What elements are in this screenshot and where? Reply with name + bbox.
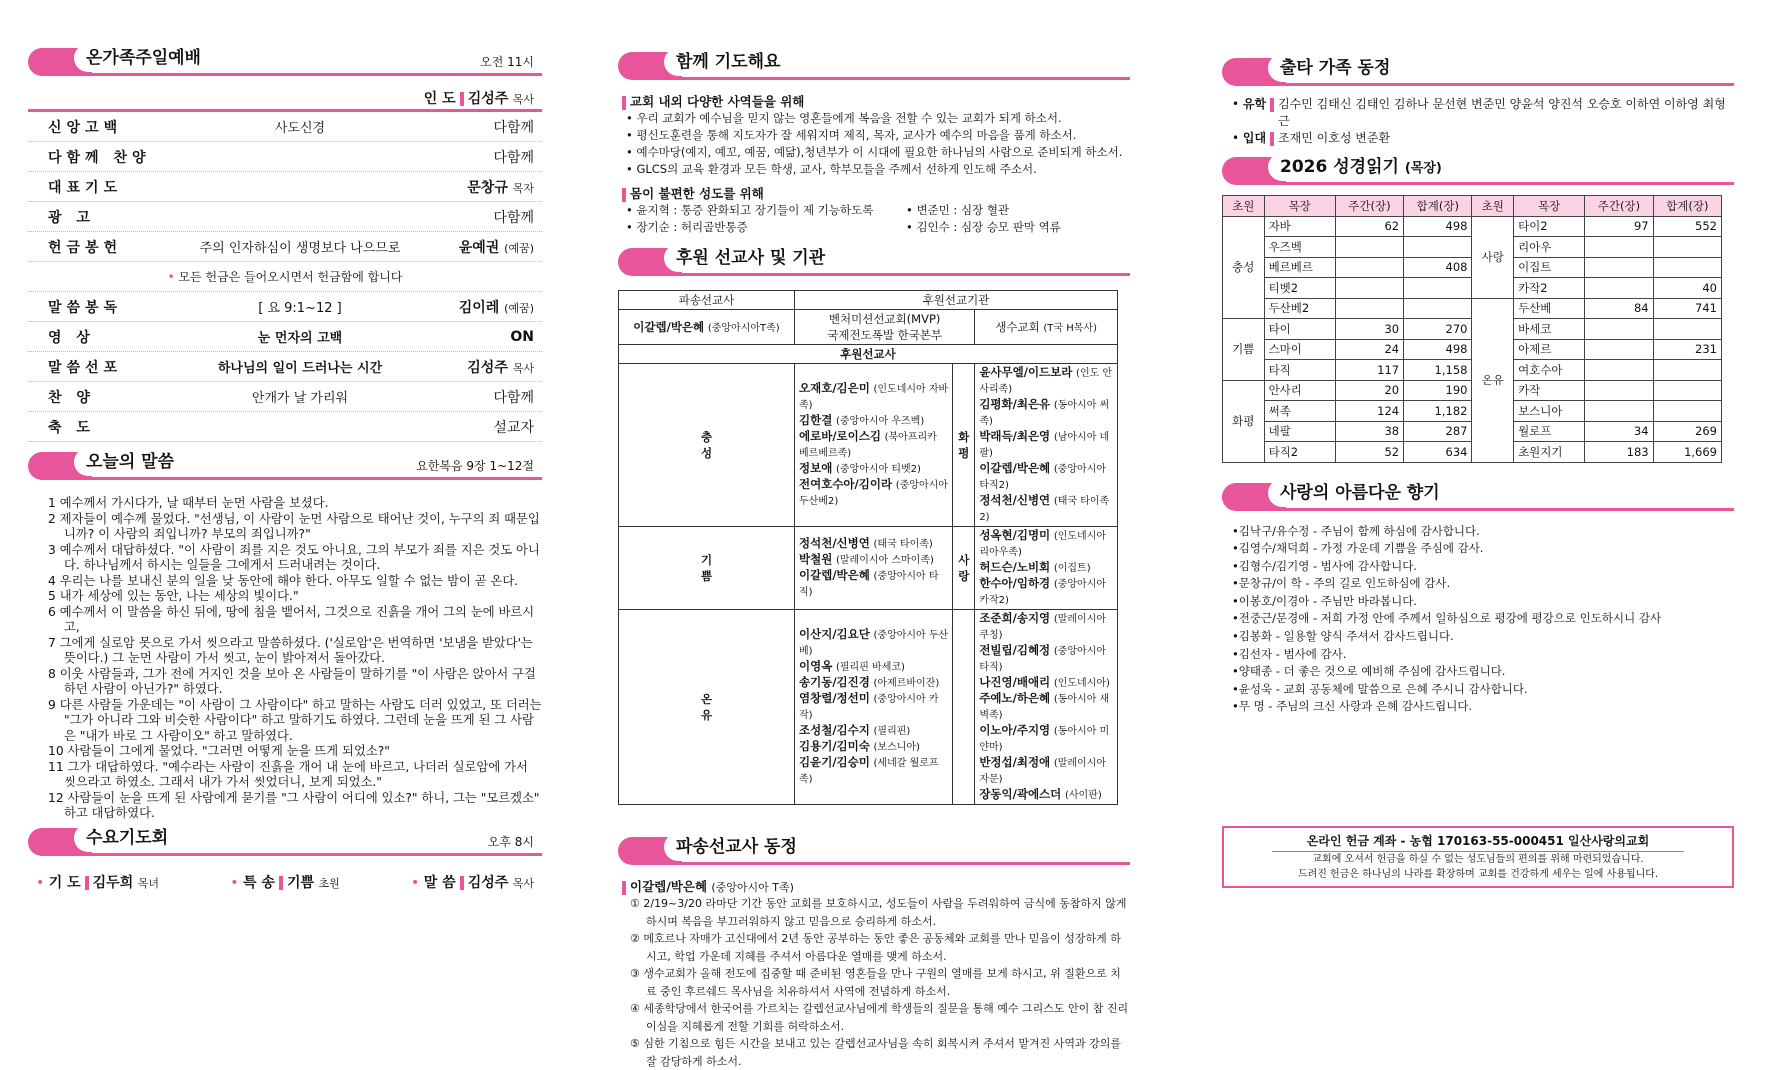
family-army: 조재민 이호성 변준환	[1278, 131, 1391, 145]
sent-missionary: 이갈렙/박은혜 (중앙아시아T족)	[619, 310, 795, 345]
offering-note: • 모든 헌금은 들어오시면서 헌금함에 합니다	[167, 270, 403, 284]
thanks-item: •김낙구/유수정 - 주님이 함께 하심에 감사합니다.	[1232, 523, 1480, 538]
pray-item: • GLCS의 교육 환경과 모든 학생, 교사, 학부모들을 주께서 선하게 인도해 주소서.	[626, 162, 1037, 176]
verse: 9 다른 사람들 가운데는 "이 사람이 그 사람이다" 하고 말하는 사람도 더러 있었고, 또 더러는 "그가 아니라 그와 비슷한 사람이다" 하고 말하기도 하였다. 그런데 눈을 뜨게 된 그 사람은 "내가 바로 그 사람이오" 하고 말하였다.	[48, 697, 542, 743]
bible-cell-total	[1653, 380, 1721, 401]
bible-cell-name: 베르베르	[1264, 257, 1335, 278]
bible-cell-week	[1585, 257, 1653, 278]
wed-order	[28, 862, 542, 892]
worship-row	[28, 322, 542, 352]
bible-cell-name: 타이2	[1514, 216, 1585, 237]
bible-cell-name: 써족	[1264, 401, 1335, 422]
support-missionary: 정석천/신병연 (태국 타이족)	[799, 536, 933, 550]
bible-cell-week	[1335, 237, 1403, 258]
worship-item-label: 찬 양	[48, 389, 95, 406]
bible-group: 사랑	[1472, 216, 1514, 298]
thanks-item: •양태종 - 더 좋은 것으로 예비해 주심에 감사드립니다.	[1232, 664, 1506, 679]
bible-cell-week	[1585, 319, 1653, 340]
bible-cell-total: 1,158	[1404, 360, 1472, 381]
worship-item-content: 주의 인자하심이 생명보다 나으므로	[199, 241, 401, 256]
support-missionary: 박철원 (말레이시아 스마이족)	[799, 552, 934, 566]
bible-cell-week	[1585, 278, 1653, 299]
support-missionary: 반정섭/최정애 (말레이시아 자문)	[979, 755, 1107, 785]
pray-item: • 김인수 : 심장 승모 판막 역류	[906, 220, 1061, 234]
offering-title: 온라인 헌금 계좌 - 농협 170163-55-000451 일산사랑의교회	[1272, 832, 1684, 852]
worship-row	[28, 232, 542, 262]
support-missionary: 성옥현/김명미 (인도네시아 리아우족)	[979, 528, 1107, 558]
support-missionary: 조성철/김수지 (필리핀)	[799, 723, 911, 737]
thanks-item: •윤성욱 - 교회 공동체에 말씀으로 은혜 주시니 감사합니다.	[1232, 681, 1528, 696]
worship-item-person: 다함께	[493, 119, 534, 136]
bible-cell-name: 타직	[1264, 360, 1335, 381]
support-missionary: 이갈렙/박은혜 (중앙아시아 타직2)	[979, 461, 1107, 491]
bible-cell-name: 카작2	[1514, 278, 1585, 299]
worship-row	[28, 142, 542, 172]
support-missionary: 전여호수아/김이라 (중앙아시아 두산베2)	[799, 477, 948, 507]
bible-cell-week: 97	[1585, 216, 1653, 237]
worship-row	[28, 382, 542, 412]
thanks-title: 사랑의 아름다운 향기	[1268, 479, 1450, 507]
verse: 3 예수께서 대답하셨다. "이 사람이 죄를 지은 것도 아니요, 그의 부모가 죄를 지은 것도 아니다. 하나님께서 하시는 일들을 그에게서 드러내려는 것이다.	[48, 542, 540, 572]
worship-item-label: 대표기도	[48, 179, 123, 196]
thanks-item: •김영수/채덕희 - 가정 가운데 기쁨을 주심에 감사.	[1232, 541, 1484, 556]
org-1-2: 벤처미션선교회(MVP) 국제전도폭발 한국본부	[795, 310, 975, 345]
support-group-list	[975, 610, 1118, 805]
worship-item-person: 설교자	[493, 419, 534, 436]
verse: 7 그에게 실로암 못으로 가서 씻으라고 말씀하셨다. ('실로암'은 번역하면 '보냄을 받았다'는 뜻이다.) 그 눈먼 사람이 가서 씻고, 눈이 밝아져서 돌아갔다.	[48, 635, 533, 665]
support-missionary: 에로바/로이스김 (북아프리카 베르베르족)	[799, 429, 937, 459]
pray-item: • 예수마당(예지, 예꼬, 예꿈, 예닮),청년부가 이 시대에 필요한 하나님의 사람으로 준비되게 하소서.	[626, 145, 1123, 159]
support-group-name	[953, 610, 975, 805]
bible-cell-week	[1335, 278, 1403, 299]
bible-cell-name: 리아우	[1514, 237, 1585, 258]
mission-title: 파송선교사 동정	[664, 833, 807, 861]
org-header: 후원선교기관	[795, 291, 1118, 310]
bible-cell-total: 287	[1404, 421, 1472, 442]
support-missionary: 김용기/김미숙 (보스니아)	[799, 739, 920, 753]
bible-cell-total	[1653, 401, 1721, 422]
pray-list-1	[618, 110, 1130, 178]
support-missionary: 김평화/최은유 (동아시아 써족)	[979, 397, 1110, 427]
mission-item: ④ 세종학당에서 한국어를 가르치는 갈렙선교사님에게 학생들의 질문을 통해 예수 그리스도 안이 참 진리이심을 지혜롭게 전할 기회를 허락하소서.	[630, 1002, 1129, 1033]
bible-cell-name: 안사리	[1264, 380, 1335, 401]
bible-cell-total: 1,182	[1404, 401, 1472, 422]
pray-item: • 윤지혁 : 통증 완화되고 장기들이 제 기능하도록	[626, 203, 874, 217]
missionary-table	[618, 290, 1118, 805]
bible-cell-name: 바세코	[1514, 319, 1585, 340]
bible-cell-total	[1404, 278, 1472, 299]
bible-reading-table	[1222, 195, 1722, 463]
support-group-name: 충 성	[619, 364, 795, 527]
worship-item-label: 다함께 찬양	[48, 149, 151, 166]
word-ref: 요한복음 9장 1~12절	[416, 459, 534, 473]
bible-cell-total: 741	[1653, 298, 1721, 319]
worship-item-person: 윤예권 (예꿈)	[458, 239, 534, 256]
bible-cell-week: 183	[1585, 442, 1653, 463]
bible-cell-week: 62	[1335, 216, 1403, 237]
bible-cell-name: 보스니아	[1514, 401, 1585, 422]
bible-cell-week: 52	[1335, 442, 1403, 463]
bible-cell-week: 20	[1335, 380, 1403, 401]
bible-cell-name: 초원지기	[1514, 442, 1585, 463]
bible-header-cell: 초원	[1223, 196, 1265, 217]
support-group-name: 기 쁨	[619, 527, 795, 610]
verse: 5 내가 세상에 있는 동안, 나는 세상의 빛이다."	[48, 589, 299, 603]
bible-header-cell: 주간(장)	[1585, 196, 1653, 217]
mission-item: ① 2/19~3/20 라마단 기간 동안 교회를 보호하시고, 성도들이 사람을 두려워하여 금식에 동참하지 않게 하시며 복음을 부끄러워하지 않고 믿음으로 승리하게 하소서.	[630, 897, 1127, 928]
bible-cell-week	[1585, 380, 1653, 401]
pray-header	[618, 52, 1130, 86]
bible-cell-week	[1335, 298, 1403, 319]
support-missionary: 박래득/최은영 (남아시아 네팔)	[979, 429, 1110, 459]
worship-item-content: 사도신경	[274, 121, 326, 136]
bible-cell-name: 자바	[1264, 216, 1335, 237]
bible-cell-week	[1585, 339, 1653, 360]
bible-cell-name: 타직2	[1264, 442, 1335, 463]
support-header	[618, 248, 1130, 282]
wed-title: 수요기도회	[74, 824, 178, 852]
worship-item-person: 김이레 (예꿈)	[458, 299, 534, 316]
verse: 6 예수께서 이 말씀을 하신 뒤에, 땅에 침을 뱉어서, 그것으로 진흙을 개어 그의 눈에 바르시고,	[48, 604, 535, 634]
support-missionary: 나진영/배애리 (인도네시아)	[979, 675, 1110, 689]
bible-header-cell: 주간(장)	[1335, 196, 1403, 217]
support-missionary: 전빌립/김혜정 (중앙아시아 타직)	[979, 643, 1107, 673]
support-missionary: 윤사무엘/이드보라 (인도 안사리족)	[979, 365, 1113, 395]
verse: 12 사람들이 눈을 뜨게 된 사람에게 묻기를 "그 사람이 어디에 있소?" 하니, 그는 "모르겠소" 하고 대답하였다.	[48, 790, 540, 820]
thanks-item: •이봉호/이경아 - 주님만 바라봅니다.	[1232, 593, 1417, 608]
support-missionary: 오재호/김은미 (인도네시아 자바족)	[799, 381, 949, 411]
pray-item: • 평신도훈련을 통해 지도자가 잘 세워지며 제직, 목자, 교사가 예수의 마음을 품게 하소서.	[626, 128, 1077, 142]
verse: 4 우리는 나를 보내신 분의 일을 낮 동안에 해야 한다. 아무도 일할 수 없는 밤이 곧 온다.	[48, 573, 519, 588]
worship-order	[28, 112, 542, 442]
bible-cell-total: 498	[1404, 216, 1472, 237]
column-left	[28, 48, 542, 892]
support-group-name: 사 랑	[953, 527, 975, 610]
worship-item-person: 다함께	[493, 209, 534, 226]
bible-cell-week: 84	[1585, 298, 1653, 319]
column-right	[1222, 58, 1734, 888]
worship-item-label: 말씀봉독	[48, 299, 123, 316]
worship-item-person: 김성주 목사	[467, 359, 534, 376]
bible-cell-name: 이집트	[1514, 257, 1585, 278]
bible-cell-week	[1585, 360, 1653, 381]
pray-sub1: 교회 내외 다양한 사역들을 위해	[630, 94, 805, 109]
worship-row	[28, 412, 542, 442]
word-header	[28, 452, 542, 486]
bible-cell-week: 124	[1335, 401, 1403, 422]
bible-cell-name: 두산베	[1514, 298, 1585, 319]
worship-item-content: 안개가 날 가리워	[251, 391, 349, 406]
offering-box	[1222, 826, 1734, 888]
support-missionary: 김윤기/김승미 (세네갈 월로프족)	[799, 755, 939, 785]
bible-cell-name: 우즈벡	[1264, 237, 1335, 258]
verse: 11 그가 대답하였다. "예수라는 사람이 진흙을 개어 내 눈에 바르고, 나더러 실로암에 가서 씻으라고 하였소. 그래서 내가 가서 씻었더니, 보게 되었소."	[48, 759, 528, 789]
bible-group: 화평	[1223, 380, 1265, 462]
support-group-list	[795, 364, 953, 527]
support-missionary: 한수아/임하경 (중앙아시아 카작2)	[979, 576, 1107, 606]
support-missionary: 정보애 (중앙아시아 티벳2)	[799, 461, 921, 475]
bible-cell-total	[1653, 257, 1721, 278]
support-group-name: 온 유	[619, 610, 795, 805]
offering-line1: 교회에 오셔서 헌금을 하실 수 없는 성도님들의 편의를 위해 마련되었습니다.	[1312, 854, 1644, 866]
support-missionary: 장동익/곽에스더 (사이판)	[979, 787, 1102, 801]
pray-item: • 우리 교회가 예수님을 믿지 않는 영혼들에게 복음을 전할 수 있는 교회가 되게 하소서.	[626, 111, 1062, 125]
worship-item-label: 신앙고백	[48, 119, 123, 136]
worship-item-content: 눈 먼자의 고백	[257, 331, 343, 346]
org-3: 생수교회 (T국 H목사)	[975, 310, 1118, 345]
worship-item-person: 다함께	[493, 149, 534, 166]
worship-header	[28, 48, 542, 82]
family-header	[1222, 58, 1734, 92]
bible-cell-week: 117	[1335, 360, 1403, 381]
pray-list-2	[618, 202, 1130, 236]
family-list: • 유학 김수민 김태신 김태인 김하나 문선현 변준민 양윤석 양진석 오승호 이하연 이하영 최형근 • 입대 조재민 이호성 변준환	[1222, 92, 1734, 147]
worship-item-label: 영 상	[48, 329, 95, 346]
worship-item-label: 헌금봉헌	[48, 239, 123, 256]
bible-group: 기쁨	[1223, 319, 1265, 381]
pray-sub2: 몸이 불편한 성도를 위해	[630, 186, 764, 201]
thanks-item: •김선자 - 범사에 감사.	[1232, 646, 1347, 661]
worship-leader: 인 도 김성주 목사	[28, 82, 542, 112]
bible-title: 2026 성경읽기 (목장)	[1268, 153, 1452, 181]
support-group-name: 화 평	[953, 364, 975, 527]
support-missionary: 허드슨/노비회 (이집트)	[979, 560, 1091, 574]
scripture-text	[28, 496, 542, 822]
support-title: 후원 선교사 및 기관	[664, 244, 835, 272]
bible-cell-total: 408	[1404, 257, 1472, 278]
worship-row	[28, 292, 542, 322]
mission-list	[618, 895, 1130, 1070]
bible-cell-week: 38	[1335, 421, 1403, 442]
bible-cell-week	[1335, 257, 1403, 278]
support-group-list	[795, 610, 953, 805]
bible-cell-name: 스마이	[1264, 339, 1335, 360]
bible-cell-name: 카작	[1514, 380, 1585, 401]
support-missionary: 염창렬/정선미 (중앙아시아 카작)	[799, 691, 939, 721]
mission-item: ③ 생수교회가 올해 전도에 집중할 때 준비된 영혼들을 만나 구원의 열매를 보게 하시고, 위 질환으로 치료 중인 후르쉐드 목사님을 치유하셔서 사역에 전념하게 하소서.	[630, 967, 1121, 998]
bible-cell-week: 24	[1335, 339, 1403, 360]
support-missionary: 이노아/주지영 (동아시아 미얀마)	[979, 723, 1110, 753]
bible-cell-week	[1585, 237, 1653, 258]
bible-cell-total	[1404, 237, 1472, 258]
support-group-list	[975, 364, 1118, 527]
thanks-item: •김형수/김기영 - 범사에 감사합니다.	[1232, 558, 1417, 573]
verse: 2 제자들이 예수께 물었다. "선생님, 이 사람이 눈먼 사람으로 태어난 것이, 누구의 죄 때문입니까? 이 사람의 죄입니까? 부모의 죄입니까?"	[48, 511, 540, 541]
bible-cell-total	[1653, 319, 1721, 340]
thanks-item: •문창규/이 학 - 주의 길로 인도하심에 감사.	[1232, 576, 1451, 591]
support-missionary: 조준희/송지영 (말레이시아 쿠칭)	[979, 611, 1107, 641]
bible-cell-total: 552	[1653, 216, 1721, 237]
bible-cell-total: 498	[1404, 339, 1472, 360]
bible-group: 충성	[1223, 216, 1265, 319]
bible-cell-total: 40	[1653, 278, 1721, 299]
wed-time: 오후 8시	[487, 834, 534, 849]
offering-line2: 드려진 헌금은 하나님의 나라를 확장하며 교회를 건강하게 세우는 일에 사용됩니다.	[1297, 869, 1659, 881]
mission-name: 이갈렙/박은혜	[630, 879, 708, 894]
bible-header-cell: 목장	[1264, 196, 1335, 217]
bible-cell-total: 1,669	[1653, 442, 1721, 463]
thanks-item: •김봉화 - 일용할 양식 주셔서 감사드립니다.	[1232, 629, 1454, 644]
support-missionary: 이산지/김요단 (중앙아시아 두산베)	[799, 627, 949, 657]
pray-item: • 변준민 : 심장 혈관	[906, 203, 1010, 217]
mission-item: ② 메호르나 자매가 고신대에서 2년 동안 공부하는 동안 좋은 공동체와 교회를 만나 믿음이 성장하게 하시고, 학업 가운데 지혜를 주셔서 아름다운 열매를 맺게 하소서.	[630, 932, 1121, 963]
thanks-list	[1222, 517, 1734, 717]
bible-cell-name: 네팔	[1264, 421, 1335, 442]
bible-cell-total	[1653, 237, 1721, 258]
bible-header-cell: 합계(장)	[1404, 196, 1472, 217]
worship-item-label: 말씀선포	[48, 359, 123, 376]
mission-item: ⑤ 심한 기침으로 힘든 시간을 보내고 있는 갈렙선교사님을 속히 회복시켜 주셔서 맡겨진 사역과 강의를 잘 감당하게 하소서.	[630, 1037, 1121, 1068]
worship-item-content: 하나님의 일이 드러나는 시간	[217, 361, 383, 376]
worship-time: 오전 11시	[480, 55, 534, 69]
family-title: 출타 가족 동정	[1268, 54, 1400, 82]
bible-cell-week: 30	[1335, 319, 1403, 340]
worship-row	[28, 352, 542, 382]
worship-item-person: 문창규 목자	[467, 179, 534, 196]
thanks-item: •전중근/문경애 - 저희 가정 안에 주께서 일하심으로 평강에 평강으로 인도하시니 감사	[1232, 611, 1662, 626]
bible-cell-total	[1404, 298, 1472, 319]
worship-row	[28, 262, 542, 292]
support-sub-header: 후원선교사	[619, 345, 1118, 364]
bible-header-cell: 목장	[1514, 196, 1585, 217]
worship-item-person: ON	[510, 328, 534, 345]
bible-cell-total: 634	[1404, 442, 1472, 463]
worship-title: 온가족주일예배	[74, 44, 211, 72]
wed-item: • 특 송 기쁨 초원	[230, 874, 340, 891]
bible-cell-week: 34	[1585, 421, 1653, 442]
bible-cell-total: 190	[1404, 380, 1472, 401]
column-middle: 함께 기도해요 교회 내외 다양한 사역들을 위해 • 우리 교회가 예수님을 믿지 않는 영혼들에게 복음을 전할 수 있는 교회가 되게 하소서. • 평신도훈련을 통해 지도자가 잘 세워지며 제직, 목자, 교사가 예수의 마음을 품게 하소서. • 예수마당(예지, 예꼬, 예꿈, 예닮),청년부가 이 시대에 필요한 하나님의 사람으로 준비되게 하소서. • GLCS의 교육 환경과 모든 학생, 교사, 학부모들을 주께서 선하게 인도해 주소서. 몸이 불편한 성도를 위해 • 윤지혁 : 통증 완화되고 장기들이 제 기능하도록 • 변준민 : 심장 혈관 • 장기순 : 허리골반통증 • 김인수 : 심장 승모 판막 역류 후원 선교사 및 기관 파송선교사 후원선교기관 이갈렙/박은혜 (중앙아시아T족) 벤처미션선교회(MVP) 국제전도폭발 한국본부 생수교회 (T국 H목사) 후원선교사 충 성 오재호/김은미 (인도네시아 자바족) 김한결 (중앙아시아 우즈벡) 에로바/로이스김 (북아프리카 베르베르족) 정보애 (중앙아시아 티벳2) 전여호수아/김이라 (중앙아시아 두산베2) 화 평 윤사무엘/이드보라 (인도 안사리족) 김평화/최은유 (동아시아 써족) 박래득/최은영 (남아시아 네팔) 이갈렙/박은혜 (중앙아시아 타직2) 정석천/신병연 (태국 타이족2) 기 쁨 정석천/신병연 (태국 타이족) 박철원 (말레이시아 스마이족) 이갈렙/박은혜 (중앙아시아 타직) 사 랑 성옥현/김명미 (인도네시아 리아우족) 허드슨/노비회 (이집트) 한수아/임하경 (중앙아시아 카작2) 온 유 이산지/김요단 (중앙아시아 두산베) 이영옥 (필리핀 바세코) 송기동/김진경 (아제르바이잔) 염창렬/정선미 (중앙아시아 카작) 조성철/김수지 (필리핀) 김용기/김미숙 (보스니아) 김윤기/김승미 (세네갈 월로프족) 조준희/송지영 (말레이시아 쿠칭) 전빌립/김혜정 (중앙아시아 타직) 나진영/배애리 (인도네시아) 주예노/하은혜 (동아시아 새벽족) 이노아/주지영 (동아시아 미얀마) 반정섭/최정애 (말레이시아 자문) 장동익/곽에스더 (사이판) 파송선교사 동정 이갈렙/박은혜 (중앙아시아 T족) ① 2/19~3/20 라마단 기간 동안 교회를 보호하시고, 성도들이 사람을 두려워하여 금식에 동참하지 않게 하시며 복음을 부끄러워하지 않고 믿음으로 승리하게 하소서. ② 메호르나 자매가 고신대에서 2년 동안 공부하는 동안 좋은 공동체와 교회를 만나 믿음이 성장하게 하시고, 학업 가운데 지혜를 주셔서 아름다운 열매를 맺게 하소서. ③ 생수교회가 올해 전도에 집중할 때 준비된 영혼들을 만나 구원의 열매를 보게 하시고, 위 질환으로 치료 중인 후르쉐드 목사님을 치유하셔서 사역에 전념하게 하소서. ④ 세종학당에서 한국어를 가르치는 갈렙선교사님에게 학생들의 질문을 통해 예수 그리스도 안이 참 진리이심을 지혜롭게 전할 기회를 허락하소서. ⑤ 심한 기침으로 힘든 시간을 보내고 있는 갈렙선교사님을 속히 회복시켜 주셔서 맡겨진 사역과 강의를 잘 감당하게 하소서.	[618, 52, 1130, 1070]
bible-cell-total: 270	[1404, 319, 1472, 340]
bible-group: 온유	[1472, 298, 1514, 462]
support-group-list	[795, 527, 953, 610]
support-missionary: 주예노/하은혜 (동아시아 새벽족)	[979, 691, 1110, 721]
support-group-list	[975, 527, 1118, 610]
bible-cell-name: 월로프	[1514, 421, 1585, 442]
wed-item: • 기 도 김두희 목녀	[36, 874, 159, 891]
bible-cell-week	[1585, 401, 1653, 422]
bible-cell-name: 두산베2	[1264, 298, 1335, 319]
bible-header-cell: 합계(장)	[1653, 196, 1721, 217]
worship-item-label: 축 도	[48, 419, 95, 436]
sent-header: 파송선교사	[619, 291, 795, 310]
pray-title: 함께 기도해요	[664, 48, 790, 76]
support-missionary: 송기동/김진경 (아제르바이잔)	[799, 675, 940, 689]
support-missionary: 김한결 (중앙아시아 우즈벡)	[799, 413, 925, 427]
bible-cell-name: 아제르	[1514, 339, 1585, 360]
thanks-header	[1222, 483, 1734, 517]
bible-cell-name: 여호수아	[1514, 360, 1585, 381]
worship-item-content: [ 요 9:1~12 ]	[258, 301, 342, 316]
thanks-item: •무 명 - 주님의 크신 사랑과 은혜 감사드립니다.	[1232, 699, 1473, 714]
verse: 8 이웃 사람들과, 그가 전에 거지인 것을 보아 온 사람들이 말하기를 "이 사람은 앉아서 구걸하던 사람이 아닌가?" 하였다.	[48, 666, 536, 696]
verse: 10 사람들이 그에게 물었다. "그러면 어떻게 눈을 뜨게 되었소?"	[48, 744, 390, 758]
worship-item-person: 다함께	[493, 389, 534, 406]
wed-item: • 말 씀 김성주 목사	[411, 874, 534, 891]
bible-header	[1222, 157, 1734, 191]
word-title: 오늘의 말씀	[74, 448, 184, 476]
worship-item-label: 광 고	[48, 209, 95, 226]
bible-cell-total: 269	[1653, 421, 1721, 442]
bible-cell-total: 231	[1653, 339, 1721, 360]
bible-header-cell: 초원	[1472, 196, 1514, 217]
worship-row	[28, 112, 542, 142]
support-missionary: 정석천/신병연 (태국 타이족2)	[979, 493, 1110, 523]
support-missionary: 이갈렙/박은혜 (중앙아시아 타직)	[799, 568, 939, 598]
worship-row	[28, 172, 542, 202]
bible-cell-name: 타이	[1264, 319, 1335, 340]
family-study: 김수민 김태신 김태인 김하나 문선현 변준민 양윤석 양진석 오승호 이하연 이하영 최형근	[1278, 97, 1726, 128]
support-missionary: 이영옥 (필리핀 바세코)	[799, 659, 905, 673]
mission-header	[618, 837, 1130, 871]
wed-header	[28, 828, 542, 862]
worship-row	[28, 202, 542, 232]
pray-item: • 장기순 : 허리골반통증	[626, 220, 748, 234]
verse: 1 예수께서 가시다가, 날 때부터 눈먼 사람을 보셨다.	[48, 496, 329, 510]
bible-cell-total	[1653, 360, 1721, 381]
bible-cell-name: 티벳2	[1264, 278, 1335, 299]
